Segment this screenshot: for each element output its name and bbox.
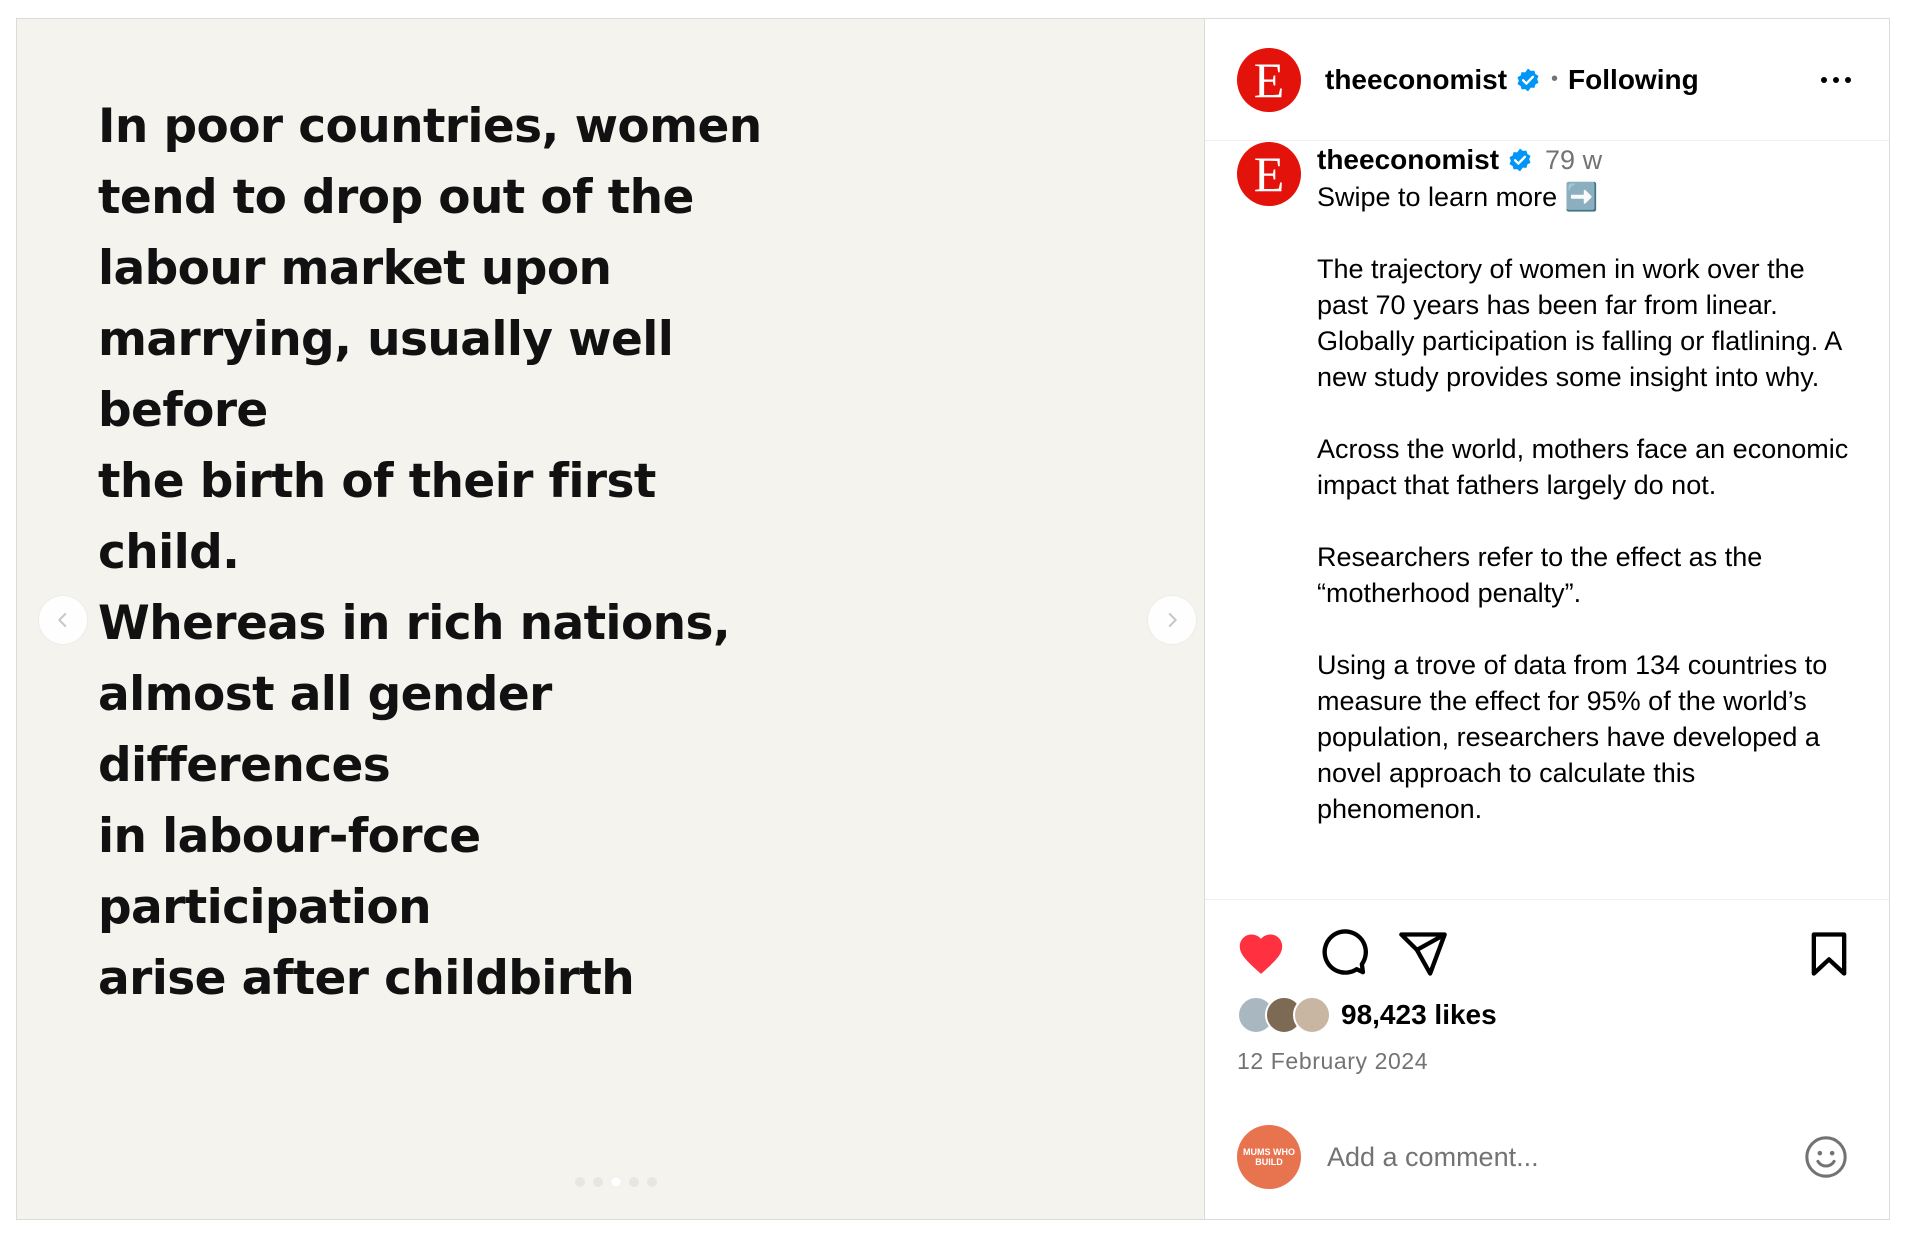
slide-indicator [17, 1177, 1204, 1187]
caption-comment [1237, 141, 1857, 827]
caption-body [1317, 141, 1857, 827]
caption-scroll-area[interactable] [1205, 141, 1889, 899]
likes-row [1237, 996, 1497, 1034]
more-horizontal-icon [1821, 77, 1827, 83]
heart-filled-icon[interactable] [1235, 928, 1287, 980]
smiley-icon[interactable] [1803, 1134, 1849, 1180]
post-actions [1205, 899, 1889, 1219]
liker-avatars [1237, 996, 1321, 1034]
economist-avatar[interactable]: E [1237, 48, 1301, 112]
comment-input[interactable] [1325, 1141, 1803, 1174]
verified-badge-icon [1507, 147, 1533, 173]
next-slide-button[interactable] [1148, 596, 1196, 644]
caption-avatar[interactable]: E [1237, 142, 1301, 206]
caption-time[interactable]: 79 w [1545, 144, 1603, 175]
bookmark-icon[interactable] [1803, 928, 1855, 980]
current-user-avatar[interactable]: MUMS WHO BUILD [1237, 1125, 1301, 1189]
post-media [17, 19, 1205, 1219]
header-separator: • [1551, 68, 1559, 90]
post-dialog [16, 18, 1890, 1220]
slide-dot [593, 1177, 603, 1187]
liker-avatar[interactable] [1293, 996, 1331, 1034]
comment-icon[interactable] [1317, 928, 1369, 980]
likes-count[interactable]: 98,423 likes [1341, 999, 1497, 1030]
header-username[interactable]: theeconomist [1325, 63, 1508, 95]
chevron-right-icon [1163, 611, 1181, 629]
caption-username[interactable]: theeconomist [1317, 144, 1500, 175]
following-button[interactable]: Following [1568, 63, 1699, 95]
post-header [1205, 19, 1889, 141]
caption-text: Swipe to learn more ➡️ The trajectory of women in work over the past 70 years has been far from linear. Globally participation is falling or flatlining. A new study provides some insight into why. Across the world, mothers face an economic impact that fathers largely do not. Researchers refer to the effect as the “motherhood penalty”. Using a trove of data from 134 countries to measure the effect for 95% of the world’s population, researchers have developed a novel approach to calculate this phenomenon. [1317, 182, 1849, 824]
more-options-button[interactable] [1821, 77, 1851, 83]
slide-dot [647, 1177, 657, 1187]
chevron-left-icon [54, 611, 72, 629]
slide-dot-active [611, 1177, 621, 1187]
previous-slide-button[interactable] [39, 596, 87, 644]
verified-badge-icon [1515, 67, 1541, 93]
post-date[interactable]: 12 February 2024 [1237, 1048, 1429, 1074]
more-horizontal-icon [1845, 77, 1851, 83]
send-icon[interactable] [1397, 928, 1449, 980]
action-bar [1235, 928, 1855, 980]
slide-dot [629, 1177, 639, 1187]
comment-composer [1237, 1125, 1849, 1189]
post-side-panel [1205, 19, 1889, 1219]
slide-dot [575, 1177, 585, 1187]
caption-header [1317, 141, 1857, 179]
more-horizontal-icon [1833, 77, 1839, 83]
slide-text: In poor countries, women tend to drop out of the labour market upon marrying, usually well before the birth of their first child. Whereas in rich nations, almost all gender differences in labour-force participation arise after childbirth [98, 99, 762, 1006]
